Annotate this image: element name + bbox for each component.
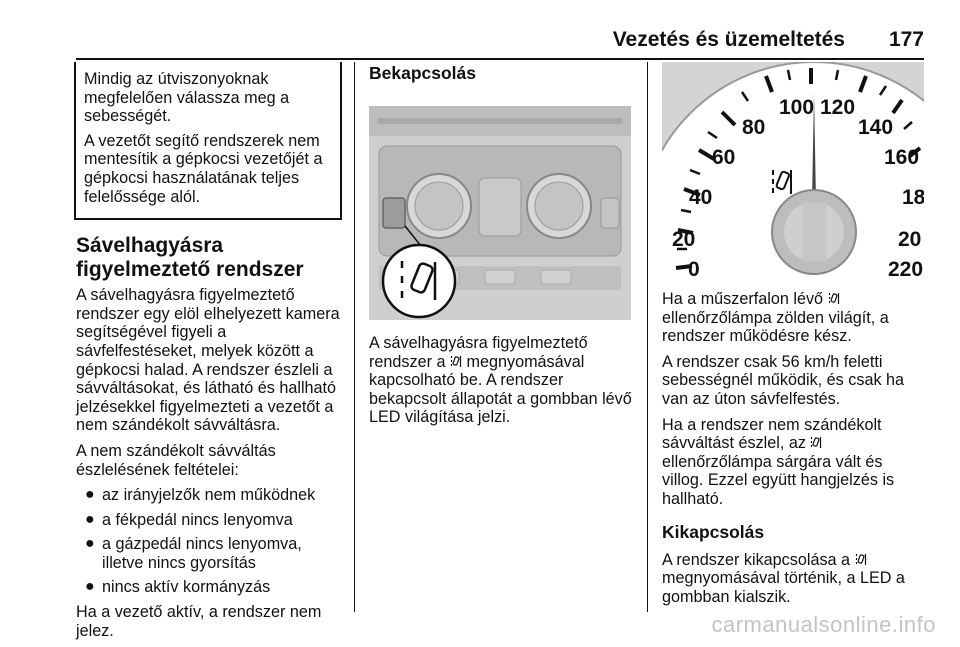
bullet-icon: ● <box>85 510 95 528</box>
list-item: ● az irányjelzők nem működnek <box>85 486 316 505</box>
speed-label: 80 <box>742 116 766 139</box>
ready-text-b: ellenőrzőlámpa zölden világít, a rendszer működésre kész. <box>662 308 889 346</box>
page-header <box>0 28 960 58</box>
header-rule <box>76 58 924 60</box>
notice-box <box>74 62 342 220</box>
notice-text-1: Mindig az útviszonyoknak megfelelően válassza meg a sebességét. <box>84 70 290 126</box>
speed-label: 0 <box>688 258 700 276</box>
warning-text-b: ellenőrzőlámpa sárgára vált és villog. Ezzel együtt hangjelzés is hallható. <box>662 452 895 508</box>
lane-departure-icon <box>855 553 867 566</box>
warning-text-a: Ha a rendszer nem szándékolt sávváltást észlel, az <box>662 415 882 453</box>
speed-label: 20 <box>898 228 922 251</box>
section-heading-activation: Bekapcsolás <box>369 63 477 83</box>
speed-label: 100 <box>779 96 815 119</box>
lane-departure-icon <box>828 292 840 305</box>
section-heading-lane-departure: Sávelhagyásra figyelmeztető rendszer <box>76 234 304 282</box>
header-title: Vezetés és üzemeltetés <box>612 28 845 51</box>
conditions-intro: A nem szándékolt sávváltás észlelésének feltételei: <box>76 441 276 479</box>
lane-departure-icon <box>450 355 462 368</box>
speed-label: 18 <box>902 186 924 209</box>
list-item: ● nincs aktív kormányzás <box>85 578 271 597</box>
speedometer-svg <box>662 62 924 276</box>
notice-text-2: A vezetőt segítő rendszerek nem mentesítik a gépkocsi vezetőjét a gépkocsi használatának teljes felelőssége alól. <box>84 131 323 206</box>
bullet-icon: ● <box>85 535 95 553</box>
deactivation-text-a: A rendszer kikapcsolása a <box>662 550 851 569</box>
lane-departure-icon <box>810 436 822 449</box>
speed-label: 220 <box>888 258 924 276</box>
column-divider-1 <box>354 62 355 612</box>
intro-paragraph: A sávelhagyásra figyelmeztető rendszer egy elöl elhelyezett kamera segítségével figyeli a sávfelfestéseket, melyek között a gépkocsi halad. A rendszer észleli a sávváltásokat, és látható és hallható jelzésekkel figyelmezteti a vezetőt a nem szándékolt sávváltásra. <box>76 286 340 435</box>
list-item: ● a gázpedál nincs lenyomva, illetve nincs gyorsítás <box>85 535 302 572</box>
speed-label: 40 <box>689 186 713 209</box>
page-number: 177 <box>888 28 924 51</box>
conditions-list <box>76 486 342 597</box>
bullet-icon: ● <box>85 486 95 504</box>
speed-label: 160 <box>884 146 920 169</box>
speed-label: 140 <box>858 116 894 139</box>
ready-text-a: Ha a műszerfalon lévő <box>662 290 824 308</box>
column-divider-2 <box>647 62 648 612</box>
console-button-illustration <box>369 106 631 320</box>
speed-condition-text: A rendszer csak 56 km/h feletti sebességnél működik, és csak ha van az úton sávfelfestés. <box>662 352 905 408</box>
section-heading-deactivation: Kikapcsolás <box>662 521 765 542</box>
column-3 <box>662 62 924 613</box>
speedometer-illustration <box>662 62 924 276</box>
watermark: carmanualsonline.info <box>711 612 936 637</box>
activation-text-b: megnyomásával kapcsolható be. A rendszer bekapcsolt állapotát a gombban lévő LED világítása jelzi. <box>369 352 632 427</box>
speed-label: 20 <box>672 228 696 251</box>
speed-label: 60 <box>712 146 736 169</box>
column-2 <box>369 62 635 434</box>
speed-label: 120 <box>820 96 856 119</box>
list-item: ● a fékpedál nincs lenyomva <box>85 510 293 529</box>
activation-text-a: A sávelhagyásra figyelmeztető rendszer a <box>369 334 588 371</box>
bullet-icon: ● <box>85 578 95 596</box>
deactivation-text-b: megnyomásával történik, a LED a gombban kialszik. <box>662 569 905 606</box>
console-illustration-svg <box>369 106 631 320</box>
driver-active-note: Ha a vezető aktív, a rendszer nem jelez. <box>76 603 322 640</box>
column-1 <box>76 62 342 647</box>
